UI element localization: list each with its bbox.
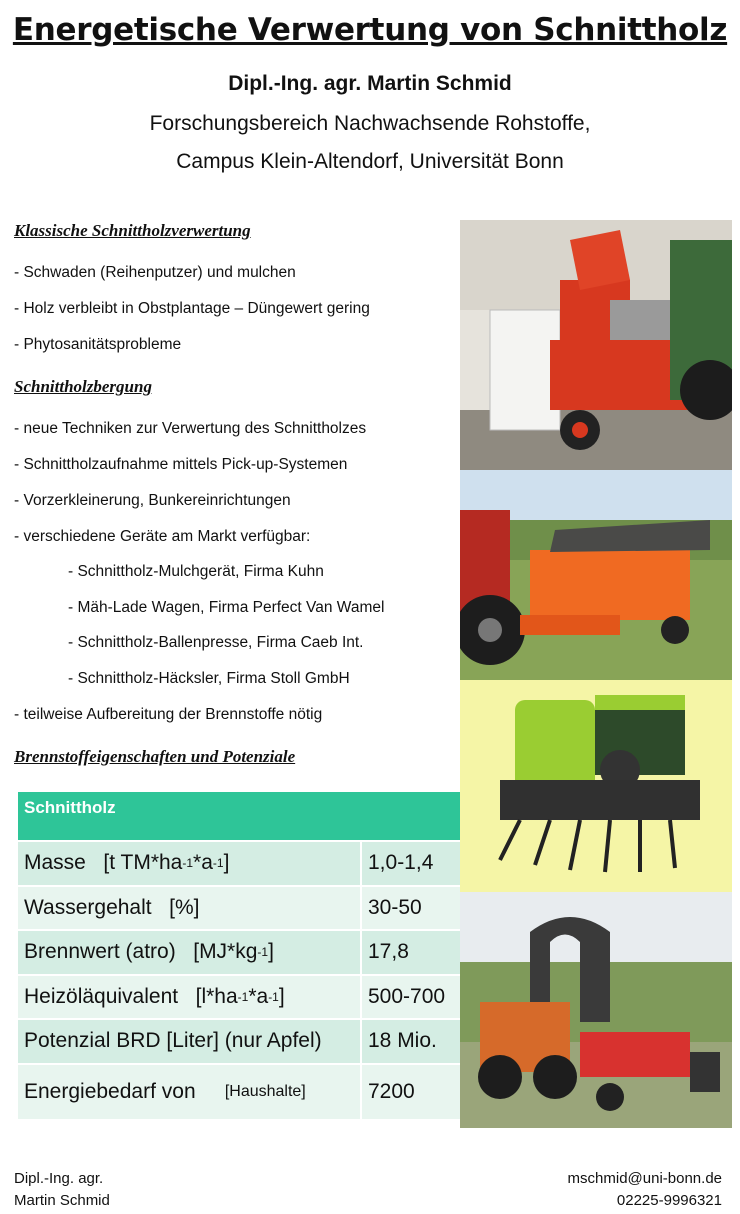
mulcher-photo [460,220,732,470]
affiliation-line-1: Forschungsbereich Nachwachsende Rohstoffe, [149,112,591,135]
table-cell-label: Masse [t TM*ha -1 *a -1 ] [24,851,230,875]
page-title: Energetische Verwertung von Schnittholz [12,12,728,48]
author-name: Dipl.-Ing. agr. Martin Schmid [228,72,512,95]
table-cell-label: Wassergehalt [%] [24,895,200,919]
list-item: - Phytosanitätsprobleme [14,336,182,353]
table-row [18,885,465,930]
list-item: - verschiedene Geräte am Markt verfügbar: [14,528,311,545]
table-cell-label: Potenzial BRD [Liter] (nur Apfel) [24,1029,322,1053]
list-item: - neue Techniken zur Verwertung des Schnittholzes [14,420,367,437]
list-item: - Schnittholzaufnahme mittels Pick-up-Systemen [14,456,348,473]
table-cell-value: 500-700 [360,976,465,1019]
affiliation-line-2: Campus Klein-Altendorf, Universität Bonn [176,150,564,173]
table-header: Schnittholz [18,792,465,840]
list-item: - Schwaden (Reihenputzer) und mulchen [14,264,296,281]
chopper-photo [460,892,732,1128]
table-row [18,929,465,974]
device-item: - Schnittholz-Häcksler, Firma Stoll GmbH [68,670,350,687]
heading-recovery: Schnittholzbergung [14,377,152,396]
fuel-properties-table [18,792,465,1119]
device-item: - Schnittholz-Mulchgerät, Firma Kuhn [68,563,324,580]
footer-phone: 02225-9996321 [616,1192,722,1209]
footer-author-name: Martin Schmid [14,1192,110,1209]
device-item: - Schnittholz-Ballenpresse, Firma Caeb Int. [68,634,364,651]
footer-author-title: Dipl.-Ing. agr. [14,1170,104,1187]
list-item: - teilweise Aufbereitung der Brennstoffe nötig [14,706,323,723]
list-item: - Vorzerkleinerung, Bunkereinrichtungen [14,492,291,509]
table-row [18,1063,465,1119]
heading-classic: Klassische Schnittholzverwertung [14,221,251,240]
table-cell-value: 30-50 [360,887,465,930]
table-cell-value: 7200 [360,1065,465,1119]
loader-wagon-photo [460,470,732,680]
table-cell-value: 18 Mio. [360,1020,465,1063]
footer-email[interactable]: mschmid@uni-bonn.de [567,1170,722,1187]
baler-photo [460,680,732,892]
table-cell-label: Brennwert (atro) [MJ*kg -1 ] [24,940,274,964]
table-row [18,1018,465,1063]
list-item: - Holz verbleibt in Obstplantage – Düngewert gering [14,300,370,317]
heading-fuel: Brennstoffeigenschaften und Potenziale [14,747,296,766]
table-row [18,840,465,885]
table-cell-value: 17,8 [360,931,465,974]
table-cell-value: 1,0-1,4 [360,842,465,885]
table-cell-label: Energiebedarf von [Haushalte] [24,1079,306,1103]
table-cell-label: Heizöläquivalent [l*ha -1 *a -1 ] [24,984,285,1008]
device-item: - Mäh-Lade Wagen, Firma Perfect Van Wamel [68,599,385,616]
table-row [18,974,465,1019]
